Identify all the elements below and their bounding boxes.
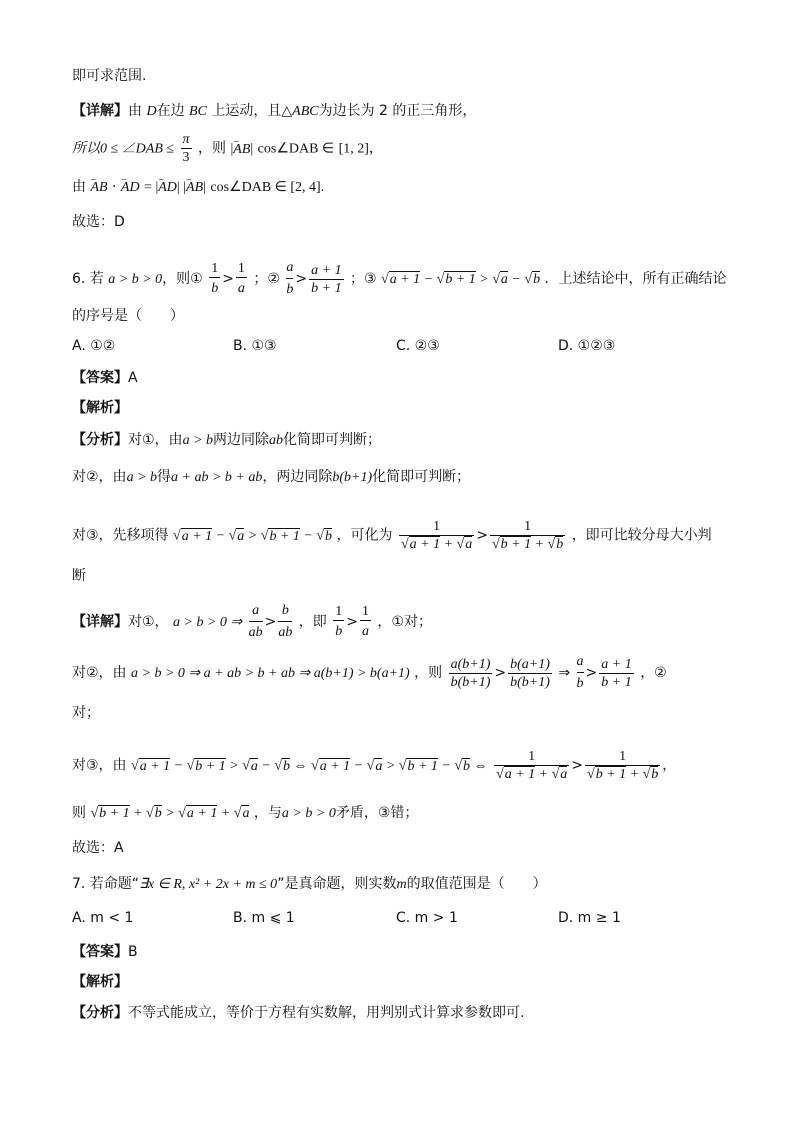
detail-tag: 【详解】 [72,103,128,119]
q7-analysis-tag: 【解析】 [72,974,128,990]
q7-answer: 【答案】B [72,944,138,960]
q6-fenxi-line3: 对③，先移项得 √a + 1 − √a > √b + 1 − √b ，可化为 $\frac{1}{√a + 1 + √a}$ > $\frac{1}{√b + 1 + √b}$ ，即可比较分母大小判 [72,519,712,552]
q6-detail-3: 对③，由 √a + 1 − √b + 1 > √a − √b ⇔ √a + 1 − √a > √b + 1 − √b ⇔ $\frac{1}{√a + 1 + √a}$ > $\frac{1}{√b + 1 + √b}$ ， [72,749,677,782]
q6-fenxi-line1: 【分析】对①，由a > b两边同除ab化简即可判断； [72,432,382,448]
q6-option-d: D. ①②③ [558,338,616,354]
q7-option-c: C. m > 1 [396,910,458,926]
q7-option-d: D. m ≥ 1 [558,910,621,926]
q7-option-b: B. m ⩽ 1 [233,910,295,926]
q6-detail-2-cont: 对； [72,705,100,721]
q6-fenxi-line2: 对②，由a > b得a + ab > b + ab，两边同除b(b+1)化简即可判断； [72,469,471,485]
q6-option-c: C. ②③ [396,338,440,354]
q7-stem: 7. 若命题“∃x ∈ R, x² + 2x + m ≤ 0”是真命题，则实数m的取值范围是（ ） [72,876,547,892]
pi-over-3: $\frac{\pi}{3}$ [182,132,190,165]
q6-answer-line: 故选：A [72,840,124,856]
q7-fenxi: 【分析】不等式能成立，等价于方程有实数解，用判别式计算求参数即可. [72,1005,525,1021]
q5-angle-line: 所以0 ≤ ∠DAB ≤ $\frac{\pi}{3}$ ，则 |⌣ AB| cos∠DAB ∈ [1, 2]， [72,131,383,166]
q5-answer-line: 故选：D [72,214,125,230]
q6-answer: 【答案】A [72,370,138,386]
q7-option-a: A. m < 1 [72,910,134,926]
q6-stem-line1: 6. 若 a > b > 0，则① $\frac{1}{b}$ > $\frac{1}{a}$ ；② $\frac{a}{b}$ > $\frac{a + 1}{b + 1}$ ；③ √a + 1 − √b + 1 > √a − √b ．上述结论中，所有正确结论 [72,260,727,297]
q6-detail-2: 对②，由 a > b > 0 ⇒ a + ab > b + ab ⇒ a(b+1) > b(a+1) ，则 $\frac{a(b+1)}{b(b+1)}$ > $\frac{b(a+1)}{b(b+1)}$ ⇒ $\frac{a}{b}$ > $\frac{a + 1}{b + 1}$ ，② [72,654,667,691]
q6-option-b: B. ①③ [233,338,277,354]
q6-stem-line2: 的序号是（ ） [72,308,184,324]
q6-detail-1: 【详解】对①， a > b > 0 ⇒ $\frac{a}{ab}$ > $\frac{b}{ab}$ ，即 $\frac{1}{b}$ > $\frac{1}{a}$ ，①对； [72,603,432,640]
q5-detail-line: 【详解】由 D在边 BC 上运动，且△ABC为边长为 2 的正三角形， [72,103,477,119]
q5-continuation: 即可求范围. [72,68,147,84]
q6-detail-4: 则 √b + 1 + √b > √a + 1 + √a ，与a > b > 0矛盾，③错； [72,805,419,821]
q6-fenxi-line4: 断 [72,568,86,584]
q6-option-a: A. ①② [72,338,116,354]
q6-analysis-tag: 【解析】 [72,400,128,416]
q5-dot-product-line: 由 ⌣ AB · ⌣ AD = |⌣ AD| |⌣ AB| cos∠DAB ∈ [2, 4]. [72,177,324,198]
